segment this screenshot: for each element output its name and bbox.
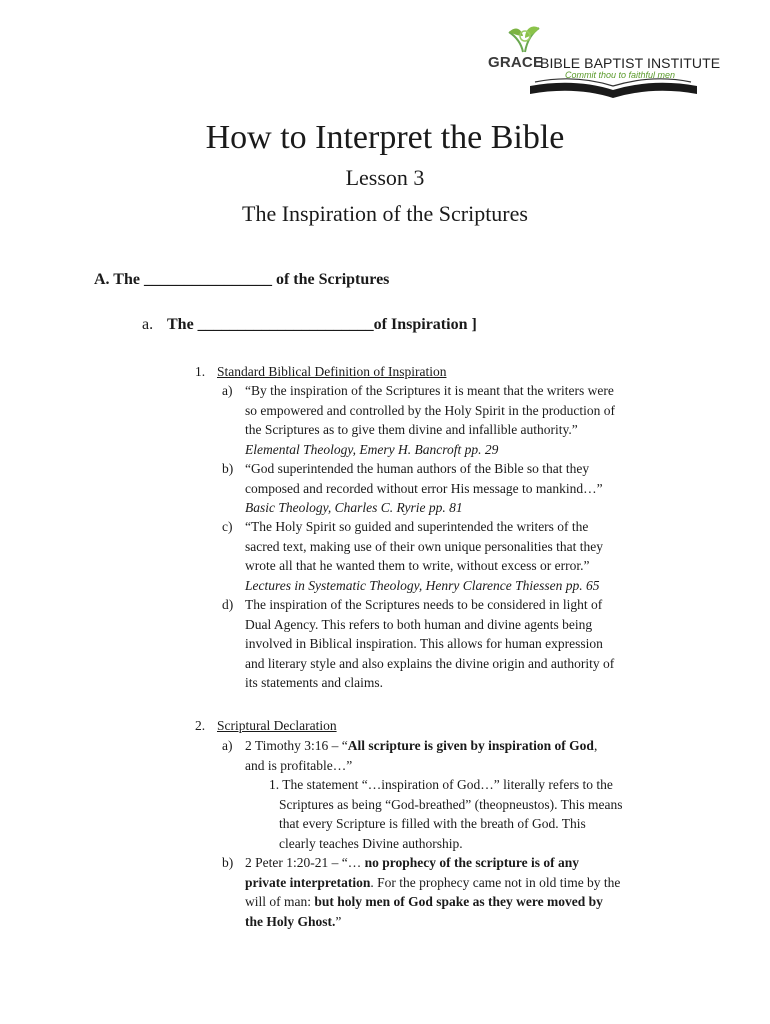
item-1a-line: the Scriptures as to give them divine and infallible authority.” — [245, 422, 578, 437]
item-2b-label: b) — [222, 855, 234, 870]
item-1b-label: b) — [222, 461, 234, 476]
lesson-subtitle: The Inspiration of the Scriptures — [242, 201, 528, 226]
item-2b-quote: . For the prophecy came not in old time by the — [370, 874, 621, 890]
item-1d-line: The inspiration of the Scriptures needs to be considered in light of — [245, 597, 603, 612]
logo-tagline: Commit thou to faithful men — [565, 70, 676, 80]
item-1c-line: wrote all that he wanted them to write, without excess or error.” — [245, 558, 590, 573]
item-2b-line — [245, 912, 341, 932]
item-1d-line: Dual Agency. This refers to both human and divine agents being — [245, 616, 593, 632]
item-1b-line: “God superintended the human authors of the Bible so that they — [245, 461, 590, 476]
logo-institute-name: BIBLE BAPTIST INSTITUTE — [540, 55, 721, 71]
item-1d-line: and literary style and also explains the divine origin and authority of — [245, 655, 615, 671]
item-1-number: 1. — [195, 364, 206, 379]
item-2a-sub-line: that every Scripture is filled with the breath of God. This — [279, 816, 586, 831]
item-2a-sub-line: clearly teaches Divine authorship. — [279, 835, 463, 851]
item-1b-line: composed and recorded without error His message to mankind…” — [245, 480, 603, 496]
item-1d-line: its statements and claims. — [245, 675, 383, 690]
item-1a-line: “By the inspiration of the Scriptures it is meant that the writers were — [245, 383, 614, 398]
item-1c-line: sacred text, making use of their own unique personalities that they — [245, 538, 604, 554]
item-2a-label: a) — [222, 738, 233, 753]
item-1a-line: so empowered and controlled by the Holy Spirit in the production of — [245, 402, 616, 418]
item-2b-quote-bold: but holy men of God spake as they were moved by — [314, 894, 603, 909]
section-a-heading: A. The ________________ of the Scriptures — [94, 271, 390, 288]
item-1a-citation: Elemental Theology, Emery H. Bancroft pp. 29 — [245, 441, 499, 457]
institute-logo — [485, 22, 745, 100]
item-1a-label: a) — [222, 383, 233, 398]
item-1d-label: d) — [222, 597, 234, 612]
item-2a-sub-line: 1. The statement “…inspiration of God…” literally refers to the — [269, 777, 613, 792]
item-2b-line — [245, 873, 620, 893]
item-2a-reference: 2 Timothy 3:16 – “ — [245, 738, 348, 753]
item-1d-line: involved in Biblical inspiration. This allows for human expression — [245, 636, 603, 651]
document-title: How to Interpret the Bible — [205, 119, 565, 156]
item-2b-reference: 2 Peter 1:20-21 – “… — [245, 855, 365, 870]
item-1-heading: Standard Biblical Definition of Inspiration — [217, 364, 447, 379]
logo-brand: GRACE — [488, 54, 544, 71]
item-2b-quote-bold: the Holy Ghost. — [245, 913, 336, 929]
item-2b-quote-end: ” — [335, 913, 342, 929]
item-2-number: 2. — [195, 718, 206, 733]
item-1c-citation: Lectures in Systematic Theology, Henry Clarence Thiessen pp. 65 — [245, 577, 600, 593]
item-2b-quote-bold: no prophecy of the scripture is of any — [364, 855, 579, 870]
subsection-a-heading: The ______________________of Inspiration ] — [167, 316, 477, 333]
item-2b-line — [245, 853, 579, 873]
item-2a-quote-bold: All scripture is given by inspiration of God — [347, 738, 594, 753]
item-2a-line — [245, 736, 597, 756]
item-2b-quote: will of man: — [245, 894, 315, 909]
item-2a-sub-line: Scriptures as being “God-breathed” (theopneustos). This means — [279, 796, 623, 812]
item-1c-label: c) — [222, 519, 233, 534]
item-2a-line: and is profitable…” — [245, 757, 353, 773]
item-2a-comma: , — [593, 738, 598, 753]
item-2b-line — [245, 892, 603, 912]
item-1c-line: “The Holy Spirit so guided and superintended the writers of the — [245, 519, 589, 534]
item-2b-quote-bold: private interpretation — [245, 874, 371, 890]
item-1b-citation: Basic Theology, Charles C. Ryrie pp. 81 — [245, 500, 463, 515]
lesson-number: Lesson 3 — [345, 165, 425, 190]
item-2-heading: Scriptural Declaration — [217, 718, 337, 733]
subsection-a-label: a. — [142, 316, 154, 333]
